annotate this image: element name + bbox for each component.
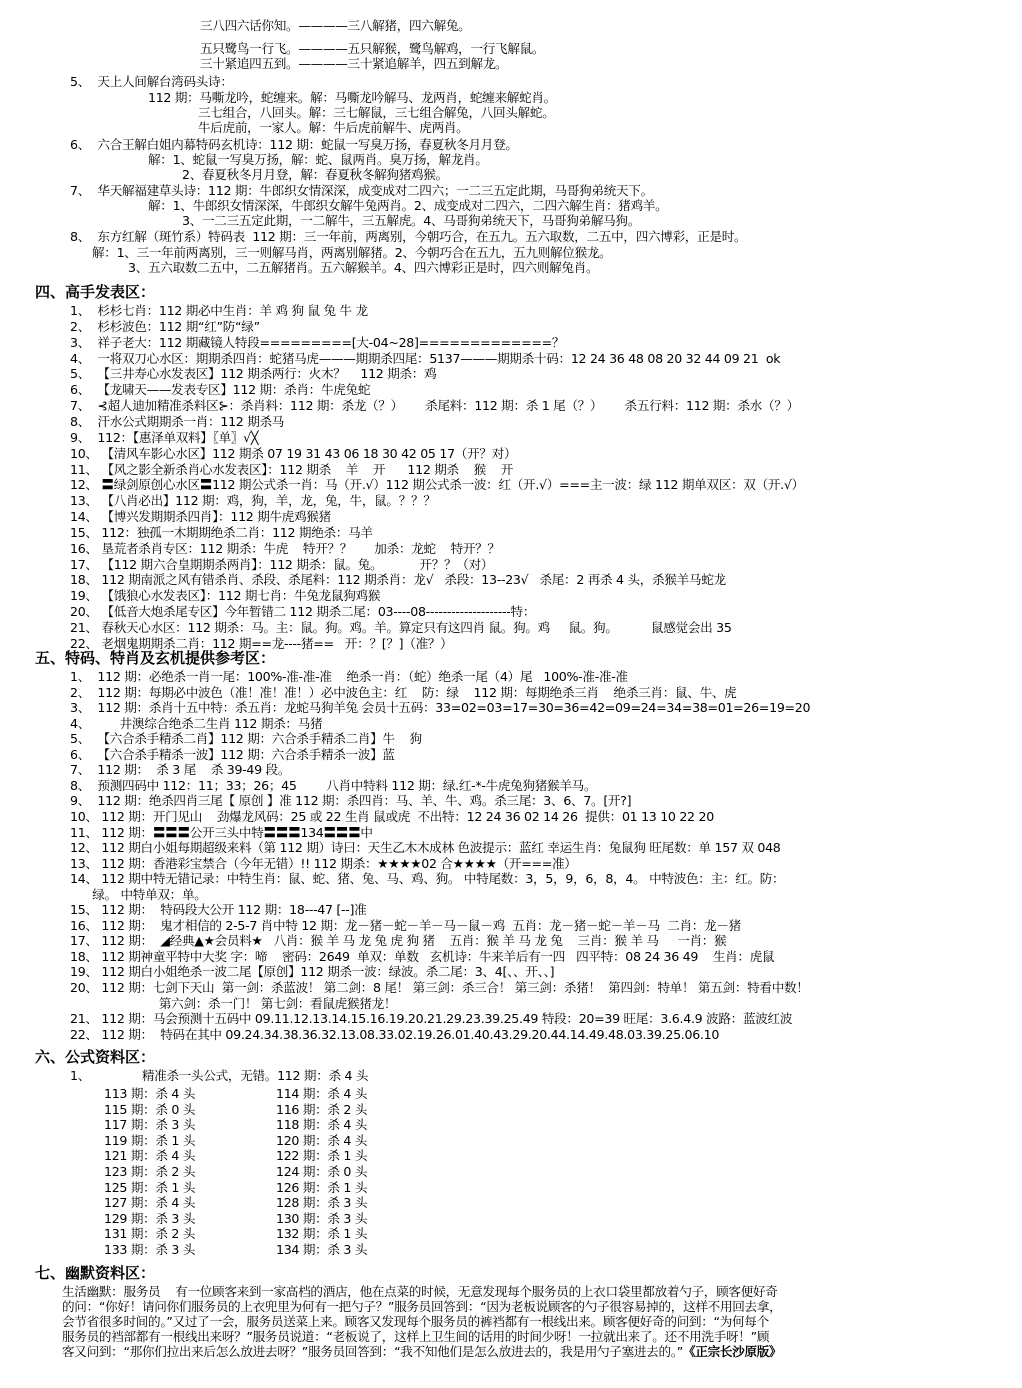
- reference-item: 3、 112 期：杀肖十五中特：杀五肖：龙蛇马狗羊兔 会员十五码：33=02=03=17=30=36=42=09=24=34=38=01=26=19=20: [70, 700, 811, 716]
- item-line: 112 期：马嘶龙吟，蛇缠来。解：马嘶龙吟解马、龙两肖，蛇缠来解蛇肖。: [148, 90, 556, 105]
- reference-item: 15、 112 期： 特码段大公开 112 期：18---47 [--]准: [70, 902, 367, 918]
- formula-cell: 117 期：杀 3 头: [104, 1117, 196, 1133]
- item-line: 解：1、三一年前两离别，三一则解马肖，两离别解猪。2、今朝巧合在五九，五九则解位猴龙。: [92, 245, 612, 260]
- formula-cell: 123 期：杀 2 头: [104, 1164, 196, 1179]
- item-line: 三七组合，八回头。解：三七解鼠，三七组合解兔，八回头解蛇。: [198, 105, 555, 120]
- item-line: 3、五六取数二五中，二五解猪肖。五六解猴羊。4、四六博彩正是时，四六则解兔肖。: [128, 260, 599, 275]
- item-heading: 8、 东方红解（斑竹系）特码表 112 期：三一年前，两离别，今朝巧合，在五九。五六取数，二五中，四六博彩，正是时。: [70, 229, 747, 244]
- item-line: 牛后虎前，一家人。解：牛后虎前解牛、虎两肖。: [198, 120, 469, 135]
- tip-item: 12、 〓绿剑原创心水区〓112 期公式杀一肖：马（开.√）112 期公式杀一波：红（开.√）===主一波：绿 112 期单双区：双（开.√）: [70, 477, 804, 493]
- humor-line: [62, 1344, 781, 1359]
- tip-item: 15、 112：独孤一木期期绝杀二肖：112 期绝杀：马羊: [70, 524, 373, 540]
- section-title: 五、特码、特肖及玄机提供参考区：: [35, 649, 276, 667]
- tip-item: 1、 杉杉七肖：112 期必中生肖：羊 鸡 狗 鼠 兔 牛 龙: [70, 303, 368, 318]
- reference-item: 11、 112 期：〓〓〓公开三头中特〓〓〓134〓〓〓中: [70, 824, 373, 840]
- reference-item: 10、 112 期：开门见山 劲爆龙风码：25 或 22 生肖 鼠或虎 不出特：12 24 36 02 14 26 提供：01 13 10 22 20: [70, 808, 714, 824]
- humor-line: 生活幽默：服务员 有一位顾客来到一家高档的酒店，他在点菜的时候，无意发现每个服务员的上衣口袋里都放着勺子，顾客便好奇: [62, 1284, 778, 1299]
- formula-cell: 115 期：杀 0 头: [104, 1101, 196, 1117]
- reference-item: 绿。 中特单双：单。: [70, 886, 207, 902]
- humor-line: 服务员的裆部都有一根线出来呀？”服务员说道：“老板说了，这样上卫生间的话用的时间少呀！一拉就出来了。还不用洗手呀！”顾: [62, 1329, 770, 1344]
- reference-item: 9、 112 期：绝杀四肖三尾【 原创 】准 112 期：杀四肖：马、羊、牛、鸡。杀三尾：3、6、7。[开?]: [70, 793, 632, 809]
- tip-item: 18、 112 期南派之风有错杀肖、杀段、杀尾料：112 期杀肖：龙√ 杀段：13--23√ 杀尾：2 再杀 4 头，杀猴羊马蛇龙: [70, 572, 726, 588]
- riddle-line: 三八四六话你知。————三八解猪，四六解兔。: [200, 18, 471, 33]
- reference-item: 22、 112 期： 特码在其中 09.24.34.38.36.32.13.08.33.02.19.26.01.40.43.29.20.44.14.49.48.03.39.25.06.10: [70, 1026, 720, 1042]
- section-title: 四、高手发表区：: [35, 283, 156, 301]
- reference-item: 19、 112 期白小姐绝杀一波二尾【原创】112 期杀一波：绿波。杀二尾：3、4[、、开、、]: [70, 964, 555, 980]
- formula-cell: 120 期：杀 4 头: [276, 1132, 368, 1148]
- tip-item: 14、 【博兴发期期杀四肖】：112 期牛虎鸡猴猪: [70, 509, 331, 525]
- formula-cell: 119 期：杀 1 头: [104, 1132, 196, 1148]
- reference-item: 1、 112 期：必绝杀一肖一尾：100%-准-准-准 绝杀一肖：（蛇）绝杀一尾（4）尾 100%-准-准-准: [70, 669, 628, 684]
- tip-item: 19、 【饿狼心水发表区】：112 期七肖：牛兔龙鼠狗鸡猴: [70, 588, 381, 604]
- formula-cell: 127 期：杀 4 头: [104, 1195, 196, 1211]
- tip-item: 3、 祥子老大：112 期藏镜人特段=========[大-04~28]=============？: [70, 334, 565, 350]
- formula-cell: 113 期：杀 4 头: [104, 1086, 196, 1101]
- riddle-line: 三十紧追四五到。————三十紧追解羊，四五到解龙。: [200, 56, 508, 71]
- reference-item: 8、 预测四码中 112：11；33；26；45 八肖中特料 112 期：绿.红-*-牛虎兔狗猪猴羊马。: [70, 777, 597, 793]
- formula-cell: 126 期：杀 1 头: [276, 1179, 368, 1195]
- reference-item: 2、 112 期：每期必中波色（准！准！准！）必中波色主：红 防：绿 112 期：每期绝杀三肖 绝杀三肖：鼠、牛、虎: [70, 684, 737, 700]
- tip-item: 17、 【112 期六合皇期期杀两肖】：112 期杀：鼠。兔。 开？？（对）: [70, 556, 494, 572]
- tip-item: 11、 【风之影全新杀肖心水发表区】：112 期杀 羊 开 112 期杀 猴 开: [70, 461, 514, 477]
- reference-item: 20、 112 期：七剑下天山 第一剑：杀蓝波！ 第二剑：8 尾！ 第三剑：杀三合！ 第三剑：杀猪！ 第四剑：特单！ 第五剑：特看中数！: [70, 980, 809, 995]
- item-line: 2、春夏秋冬月月登，解：春夏秋冬解狗猪鸡猴。: [182, 167, 448, 182]
- tip-item: 16、 垦荒者杀肖专区：112 期杀：牛虎 特开？？ 加杀：龙蛇 特开？？: [70, 540, 500, 556]
- humor-text: 客又问到：“那你们拉出来后怎么放进去呀？”服务员回答到：“我不知他们是怎么放进去的，我是用勺子塞进去的。”: [62, 1344, 683, 1359]
- humor-line: 会节省很多时间的。”又过了一会，服务员送菜上来。顾客又发现每个服务员的裤裆都有一根线出来。顾客便好奇的问到：“为何每个: [62, 1314, 769, 1329]
- formula-cell: 125 期：杀 1 头: [104, 1179, 196, 1195]
- item-heading: 6、 六合王解白姐内幕特码玄机诗：112 期：蛇鼠一写臭万扬，春夏秋冬月月登。: [70, 137, 518, 152]
- formula-head: 1、 精准杀一头公式，无错。112 期：杀 4 头: [70, 1068, 369, 1083]
- tip-item: 10、 【清风车影心水区】112 期杀 07 19 31 43 06 18 30 42 05 17（开？对）: [70, 445, 517, 461]
- reference-item: 21、 112 期：马会预测十五码中 09.11.12.13.14.15.16.19.20.21.29.23.39.25.49 特段：20=39 旺尾：3.6.4.9 波路：蓝波红波: [70, 1011, 793, 1027]
- tip-item: 21、 春秋天心水区：112 期杀：马。主：鼠。狗。鸡。羊。算定只有这四肖 鼠。狗。鸡 鼠。狗。 鼠感觉会出 35: [70, 620, 732, 635]
- tip-item: 9、 112：【惠泽单双料】〖单〗√╳: [70, 429, 259, 445]
- tip-item: 2、 杉杉波色：112 期“红”防“绿”: [70, 318, 260, 334]
- source-signature: 《正宗长沙原版》: [683, 1344, 782, 1359]
- formula-cell: 128 期：杀 3 头: [276, 1195, 368, 1211]
- reference-item: 16、 112 期： 鬼才相信的 2-5-7 肖中特 12 期：龙－猪－蛇－羊－马－鼠－鸡 五肖：龙－猪－蛇－羊－马 二肖：龙－猪: [70, 917, 741, 933]
- formula-cell: 133 期：杀 3 头: [104, 1242, 196, 1257]
- reference-item: 7、 112 期： 杀 3 尾 杀 39-49 段。: [70, 762, 291, 778]
- reference-item: 12、 112 期白小姐每期超级来料（第 112 期）诗曰：天生乙木木成林 色波提示：蓝红 幸运生肖：兔鼠狗 旺尾数：单 157 双 048: [70, 840, 781, 856]
- item-heading: 5、 天上人间解台湾码头诗：: [70, 74, 233, 89]
- formula-cell: 130 期：杀 3 头: [276, 1210, 368, 1226]
- tip-item: 6、 【龙啸天——发表专区】112 期：杀肖：牛虎兔蛇: [70, 382, 371, 398]
- item-heading: 7、 华天解福建草头诗：112 期：牛郎织女情深深，成变成对二四六；一二三五定此期，马哥狗弟统天下。: [70, 183, 653, 198]
- tip-item: 7、 ⊰超人迪加精准杀料区⊱：杀肖料：112 期：杀龙（？） 杀尾料：112 期：杀 1 尾（？） 杀五行料：112 期：杀水（？）: [70, 398, 799, 414]
- formula-cell: 116 期：杀 2 头: [276, 1101, 368, 1117]
- tip-item: 5、 【三井寿心水发表区】112 期杀两行：火木？ 112 期杀：鸡: [70, 366, 437, 382]
- formula-cell: 129 期：杀 3 头: [104, 1210, 196, 1226]
- formula-cell: 134 期：杀 3 头: [276, 1242, 368, 1257]
- item-line: 解：1、蛇鼠一写臭万扬，解：蛇、鼠两肖。臭万扬，解龙肖。: [148, 152, 488, 167]
- reference-item: 17、 112 期： ◢经典▲★会员料★ 八肖：猴 羊 马 龙 兔 虎 狗 猪 五肖：猴 羊 马 龙 兔 三肖：猴 羊 马 一肖：猴: [70, 933, 727, 949]
- formula-cell: 121 期：杀 4 头: [104, 1148, 196, 1164]
- reference-item: 4、 井澳综合绝杀二生肖 112 期杀：马猪: [70, 715, 323, 731]
- item-line: 3、一二三五定此期，一二解牛，三五解虎。4、马哥狗弟统天下，马哥狗弟解马狗。: [182, 213, 641, 228]
- reference-item: 18、 112 期神童平特中大奖 字：啼 密码：2649 单双：单数 玄机诗：牛来羊后有一四 四平特：08 24 36 49 生肖：虎鼠: [70, 948, 775, 964]
- formula-cell: 118 期：杀 4 头: [276, 1117, 368, 1133]
- formula-cell: 122 期：杀 1 头: [276, 1148, 368, 1164]
- reference-item: 14、 112 期中特无错记录：中特生肖：鼠、蛇、猪、兔、马、鸡、狗。 中特尾数：3，5，9，6，8，4。 中特波色：主：红。防：: [70, 871, 785, 887]
- item-line: 解：1、牛郎织女情深深，牛郎织女解牛兔两肖。2、成变成对二四六，二四六解生肖：猪鸡羊。: [148, 198, 668, 213]
- tip-item: 22、 老烟鬼期期杀二肖：112 期==龙----猪== 开：？[？]（准？）: [70, 635, 453, 651]
- riddle-line: 五只鹭鸟一行飞。————五只解猴，鹭鸟解鸡，一行飞解鼠。: [200, 41, 545, 56]
- formula-cell: 124 期：杀 0 头: [276, 1164, 368, 1179]
- tip-item: 8、 汗水公式期期杀一肖：112 期杀马: [70, 413, 285, 429]
- humor-line: 的问：“你好！请问你们服务员的上衣兜里为何有一把勺子？”服务员回答到：“因为老板说顾客的勺子很容易掉的，这样不用回去拿，: [62, 1299, 782, 1314]
- section-title: 七、幽默资料区：: [35, 1264, 156, 1282]
- reference-item: 第六剑：杀一门！ 第七剑：看鼠虎猴猪龙！: [70, 995, 397, 1011]
- section-title: 六、公式资料区：: [35, 1048, 156, 1066]
- formula-cell: 132 期：杀 1 头: [276, 1226, 368, 1242]
- tip-item: 4、 一将双刀心水区：期期杀四肖：蛇猪马虎———期期杀四尾：5137———期期杀十码：12 24 36 48 08 20 32 44 09 21 ok: [70, 350, 781, 366]
- formula-cell: 114 期：杀 4 头: [276, 1086, 368, 1101]
- tip-item: 13、 【八肖必出】112 期：鸡，狗，羊，龙，兔，牛，鼠。？？？: [70, 493, 436, 509]
- reference-item: 6、 【六合杀手精杀一波】112 期：六合杀手精杀一波】蓝: [70, 746, 395, 762]
- formula-cell: 131 期：杀 2 头: [104, 1226, 196, 1242]
- reference-item: 13、 112 期：香港彩宝禁合（今年无错）!! 112 期杀：★★★★02 合★★★★（开===准）: [70, 855, 577, 871]
- reference-item: 5、 【六合杀手精杀二肖】112 期：六合杀手精杀二肖】牛 狗: [70, 731, 422, 747]
- tip-item: 20、 【低音大炮杀尾专区】今年暂错二 112 期杀二尾：03----08--------------------特：: [70, 604, 536, 620]
